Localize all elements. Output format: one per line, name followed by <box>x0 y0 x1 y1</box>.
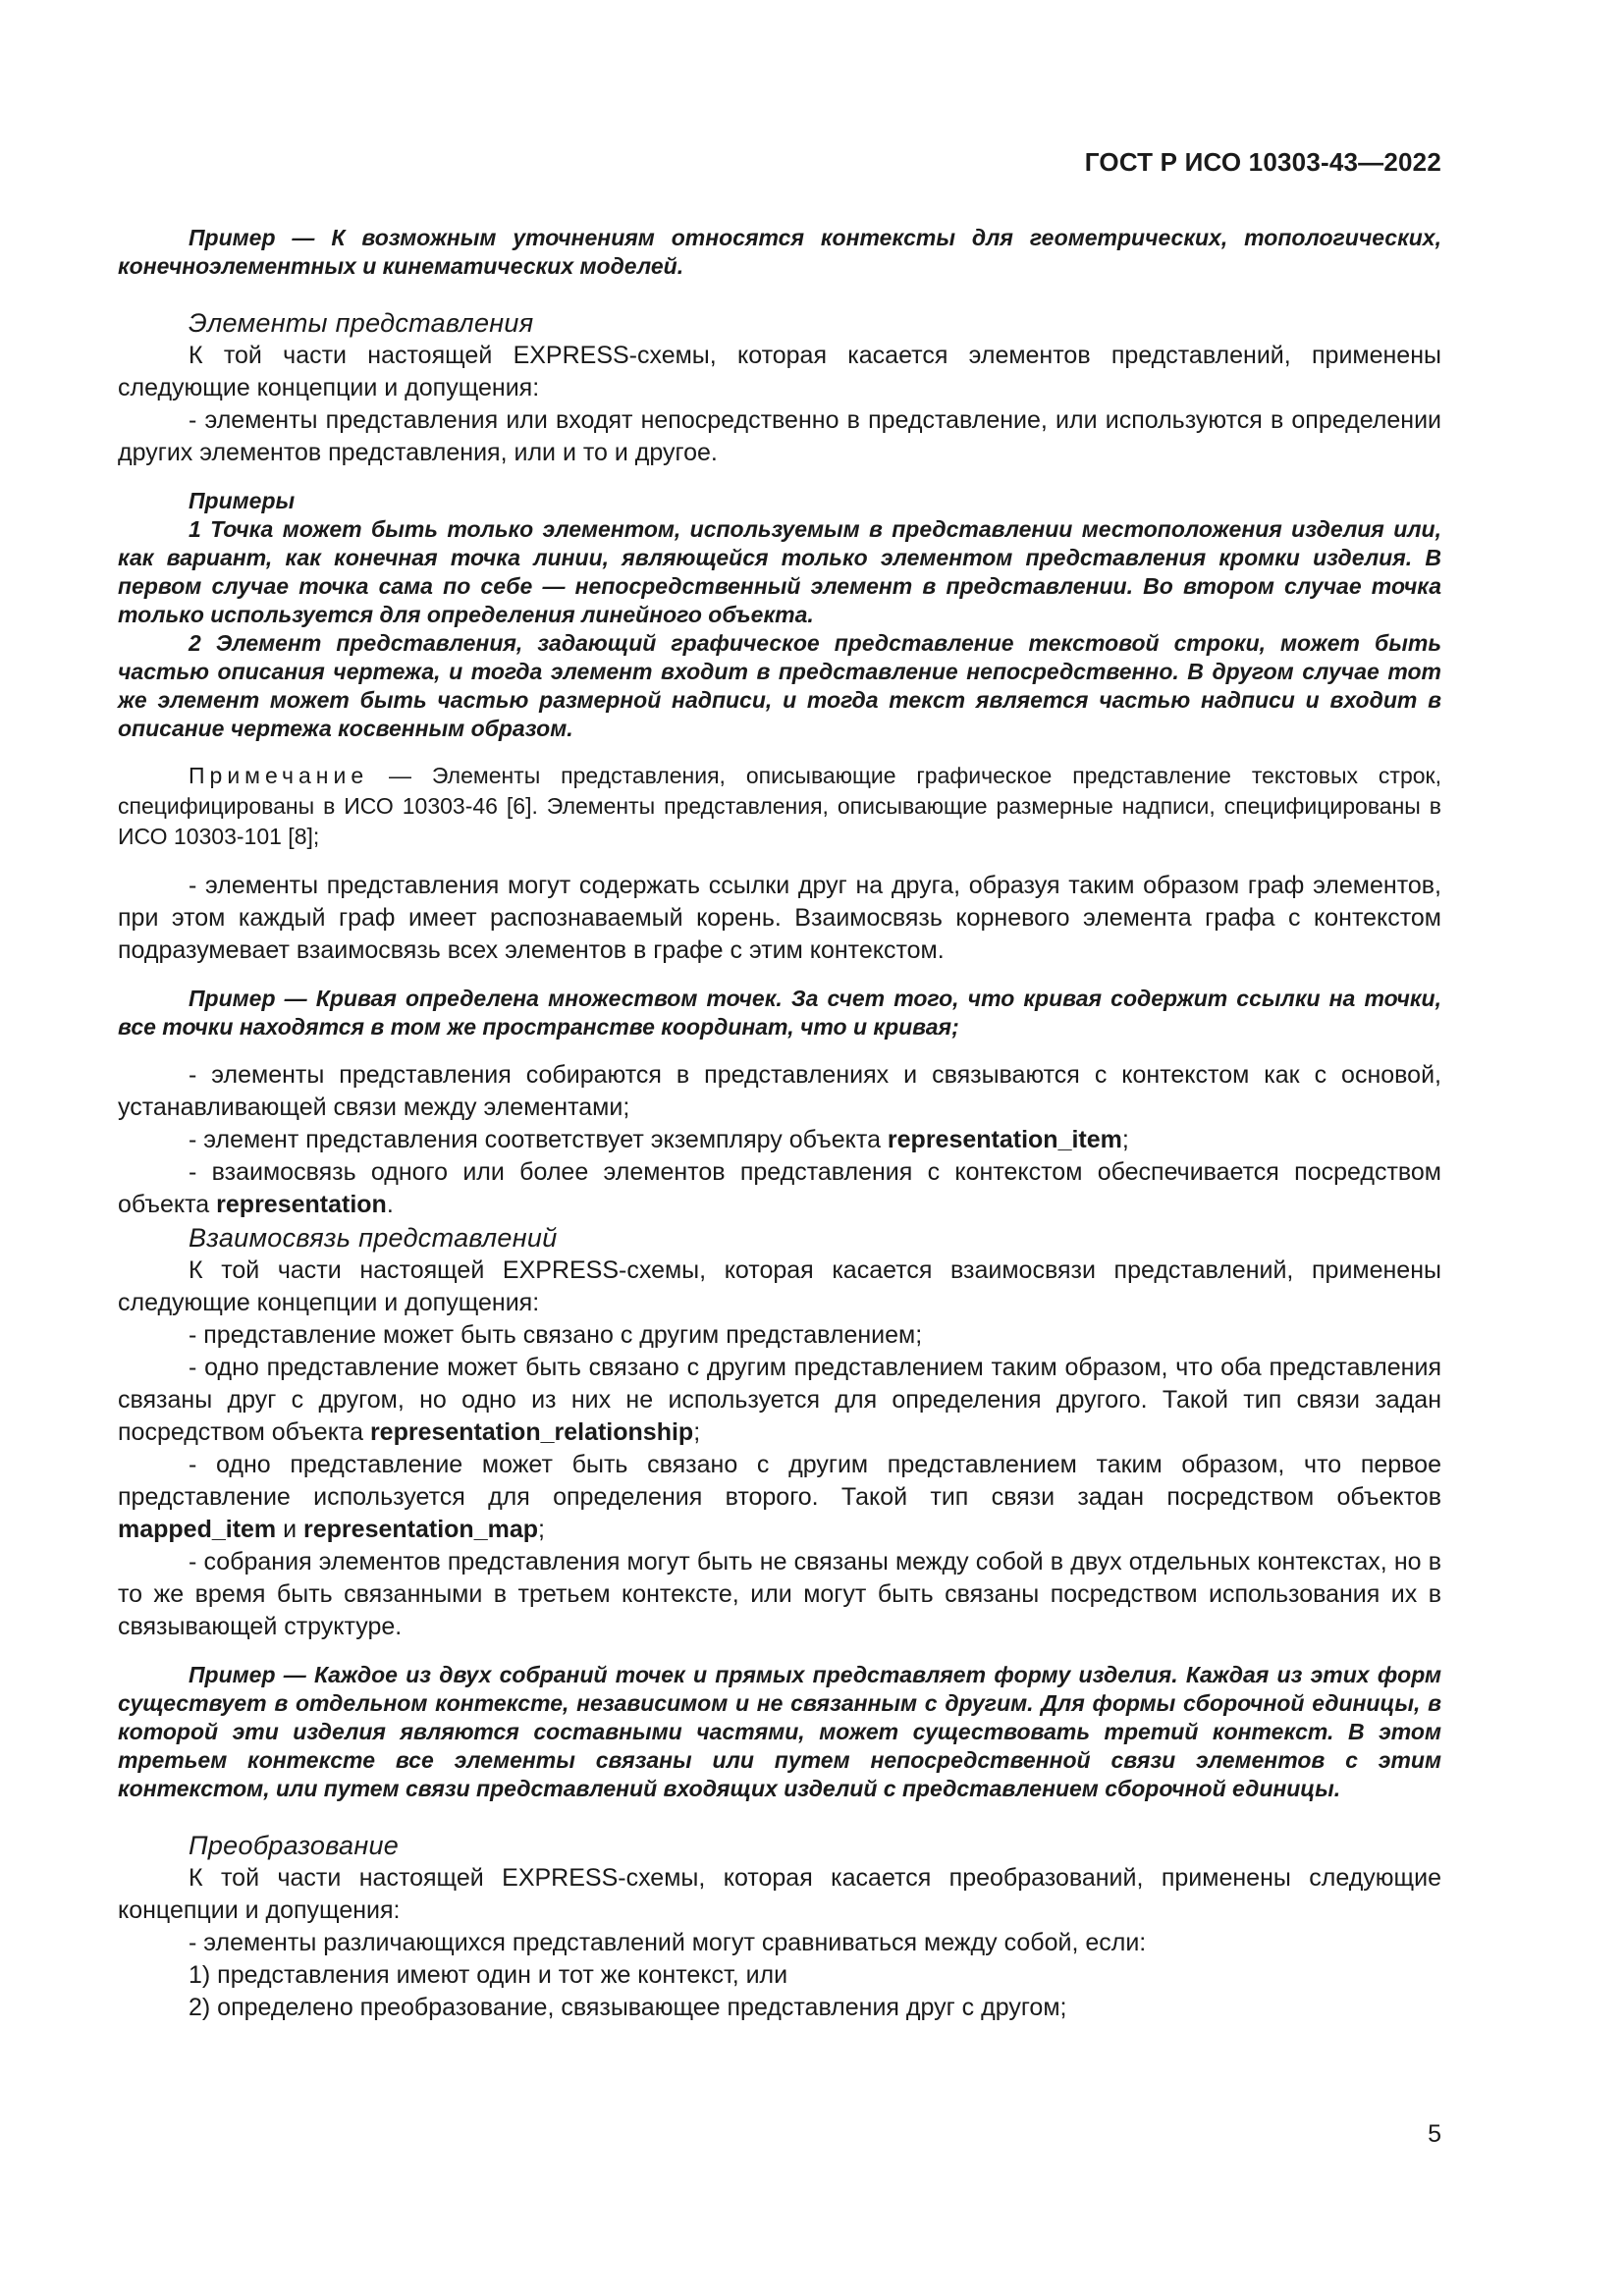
list-item-elements-2: - элементы представления могут содержать ссылки друг на друга, образуя таким образом граф элементов, при этом каждый граф имеет распознаваемый корень. Взаимосвязь корневого элемента графа с контекстом подразумевает взаимосвязь всех элементов в графе с этим контекстом. <box>118 872 1441 964</box>
list-item-relationship-3 <box>118 1449 1441 1546</box>
section-heading-transformation: Преобразование <box>189 1831 400 1860</box>
text-run: ; <box>693 1418 701 1446</box>
note-label: Примечание <box>189 763 369 788</box>
paragraph-elements-intro: К той части настоящей EXPRESS-схемы, которая касается элементов представлений, применены следующие концепции и допущения: <box>118 342 1441 401</box>
text-run: . <box>386 1191 394 1218</box>
example-contexts: Пример — К возможным уточнениям относятся контексты для геометрических, топологических, конечноэлементных и кинематических моделей. <box>118 225 1441 279</box>
list-item-relationship-1: - представление может быть связано с другим представлением; <box>189 1321 923 1349</box>
text-run: ; <box>538 1516 545 1543</box>
list-item-transformation-1: - элементы различающихся представлений могут сравниваться между собой, если: <box>189 1929 1147 1956</box>
text-run: - элемент представления соответствует экземпляру объекта <box>189 1126 888 1153</box>
example-text-string: 2 Элемент представления, задающий графическое представление текстовой строки, может быть частью описания чертежа, и тогда элемент входит в представление непосредственно. В другом случае тот же элемент может быть частью размерной надписи, и тогда текст является частью надписи и входит в описание чертежа косвенным образом. <box>118 630 1441 741</box>
document-code-header: ГОСТ Р ИСО 10303-43—2022 <box>1084 147 1441 177</box>
list-item-elements-3: - элементы представления собираются в представлениях и связываются с контекстом как с основой, устанавливающей связи между элементами; <box>118 1061 1441 1121</box>
text-run: - одно представление может быть связано с другим представлением таким образом, что первое представление используется для определения второго. Такой тип связи задан посредством объектов <box>118 1451 1441 1511</box>
list-item-elements-5 <box>118 1156 1441 1221</box>
section-heading-relationship: Взаимосвязь представлений <box>189 1223 558 1253</box>
text-run: - взаимосвязь одного или более элементов представления с контекстом обеспечивается посредством объекта <box>118 1158 1441 1218</box>
entity-representation-relationship: representation_relationship <box>369 1418 694 1446</box>
entity-representation-map: representation_map <box>303 1516 538 1543</box>
examples-title: Примеры <box>189 488 296 513</box>
page-content <box>118 224 1441 2024</box>
list-item-transformation-3: 2) определено преобразование, связывающее представления друг с другом; <box>189 1994 1067 2021</box>
list-item-relationship-4: - собрания элементов представления могут быть не связаны между собой в двух отдельных контекстах, но в то же время быть связанными в третьем контексте, или могут быть связаны посредством использования их в связывающей структуре. <box>118 1548 1441 1640</box>
entity-representation-item: representation_item <box>887 1126 1122 1153</box>
section-heading-elements: Элементы представления <box>189 308 534 338</box>
paragraph-relationship-intro: К той части настоящей EXPRESS-схемы, которая касается взаимосвязи представлений, применены следующие концепции и допущения: <box>118 1256 1441 1316</box>
list-item-relationship-2 <box>118 1352 1441 1449</box>
note <box>118 761 1441 852</box>
text-run: - одно представление может быть связано с другим представлением таким образом, что оба представления связаны друг с другом, но одно из них не используется для определения другого. Такой тип связи задан посредством объекта <box>118 1354 1441 1446</box>
text-run: ; <box>1121 1126 1129 1153</box>
entity-mapped-item: mapped_item <box>118 1516 277 1543</box>
page-number: 5 <box>1428 2120 1441 2148</box>
note-text: — Элементы представления, описывающие графическое представление текстовых строк, специфицированы в ИСО 10303-46 [6]. Элементы представления, описывающие размерные надписи, специфицированы в ИСО 10303-101 [8]; <box>118 763 1441 849</box>
example-curve: Пример — Кривая определена множеством точек. За счет того, что кривая содержит ссылки на точки, все точки находятся в том же пространстве координат, что и кривая; <box>118 986 1441 1040</box>
list-item-elements-1: - элементы представления или входят непосредственно в представление, или используются в определении других элементов представления, или и то и другое. <box>118 406 1441 466</box>
example-assembly: Пример — Каждое из двух собраний точек и прямых представляет форму изделия. Каждая из этих форм существует в отдельном контексте, независимом и не связанным с другим. Для формы сборочной единицы, в которой эти изделия являются составными частями, может существовать третий контекст. В этом третьем контексте все элементы связаны или путем непосредственной связи элементов с этим контекстом, или путем связи представлений входящих изделий с представлением сборочной единицы. <box>118 1662 1441 1801</box>
example-point: 1 Точка может быть только элементом, используемым в представлении местоположения изделия или, как вариант, как конечная точка линии, являющейся только элементом представления кромки изделия. В первом случае точка сама по себе — непосредственный элемент в представлении. Во втором случае точка только используется для определения линейного объекта. <box>118 516 1441 627</box>
paragraph-transformation-intro: К той части настоящей EXPRESS-схемы, которая касается преобразований, применены следующие концепции и допущения: <box>118 1864 1441 1924</box>
entity-representation: representation <box>216 1191 387 1218</box>
list-item-elements-4 <box>118 1124 1441 1156</box>
text-run: и <box>276 1516 304 1543</box>
list-item-transformation-2: 1) представления имеют один и тот же контекст, или <box>189 1961 788 1989</box>
